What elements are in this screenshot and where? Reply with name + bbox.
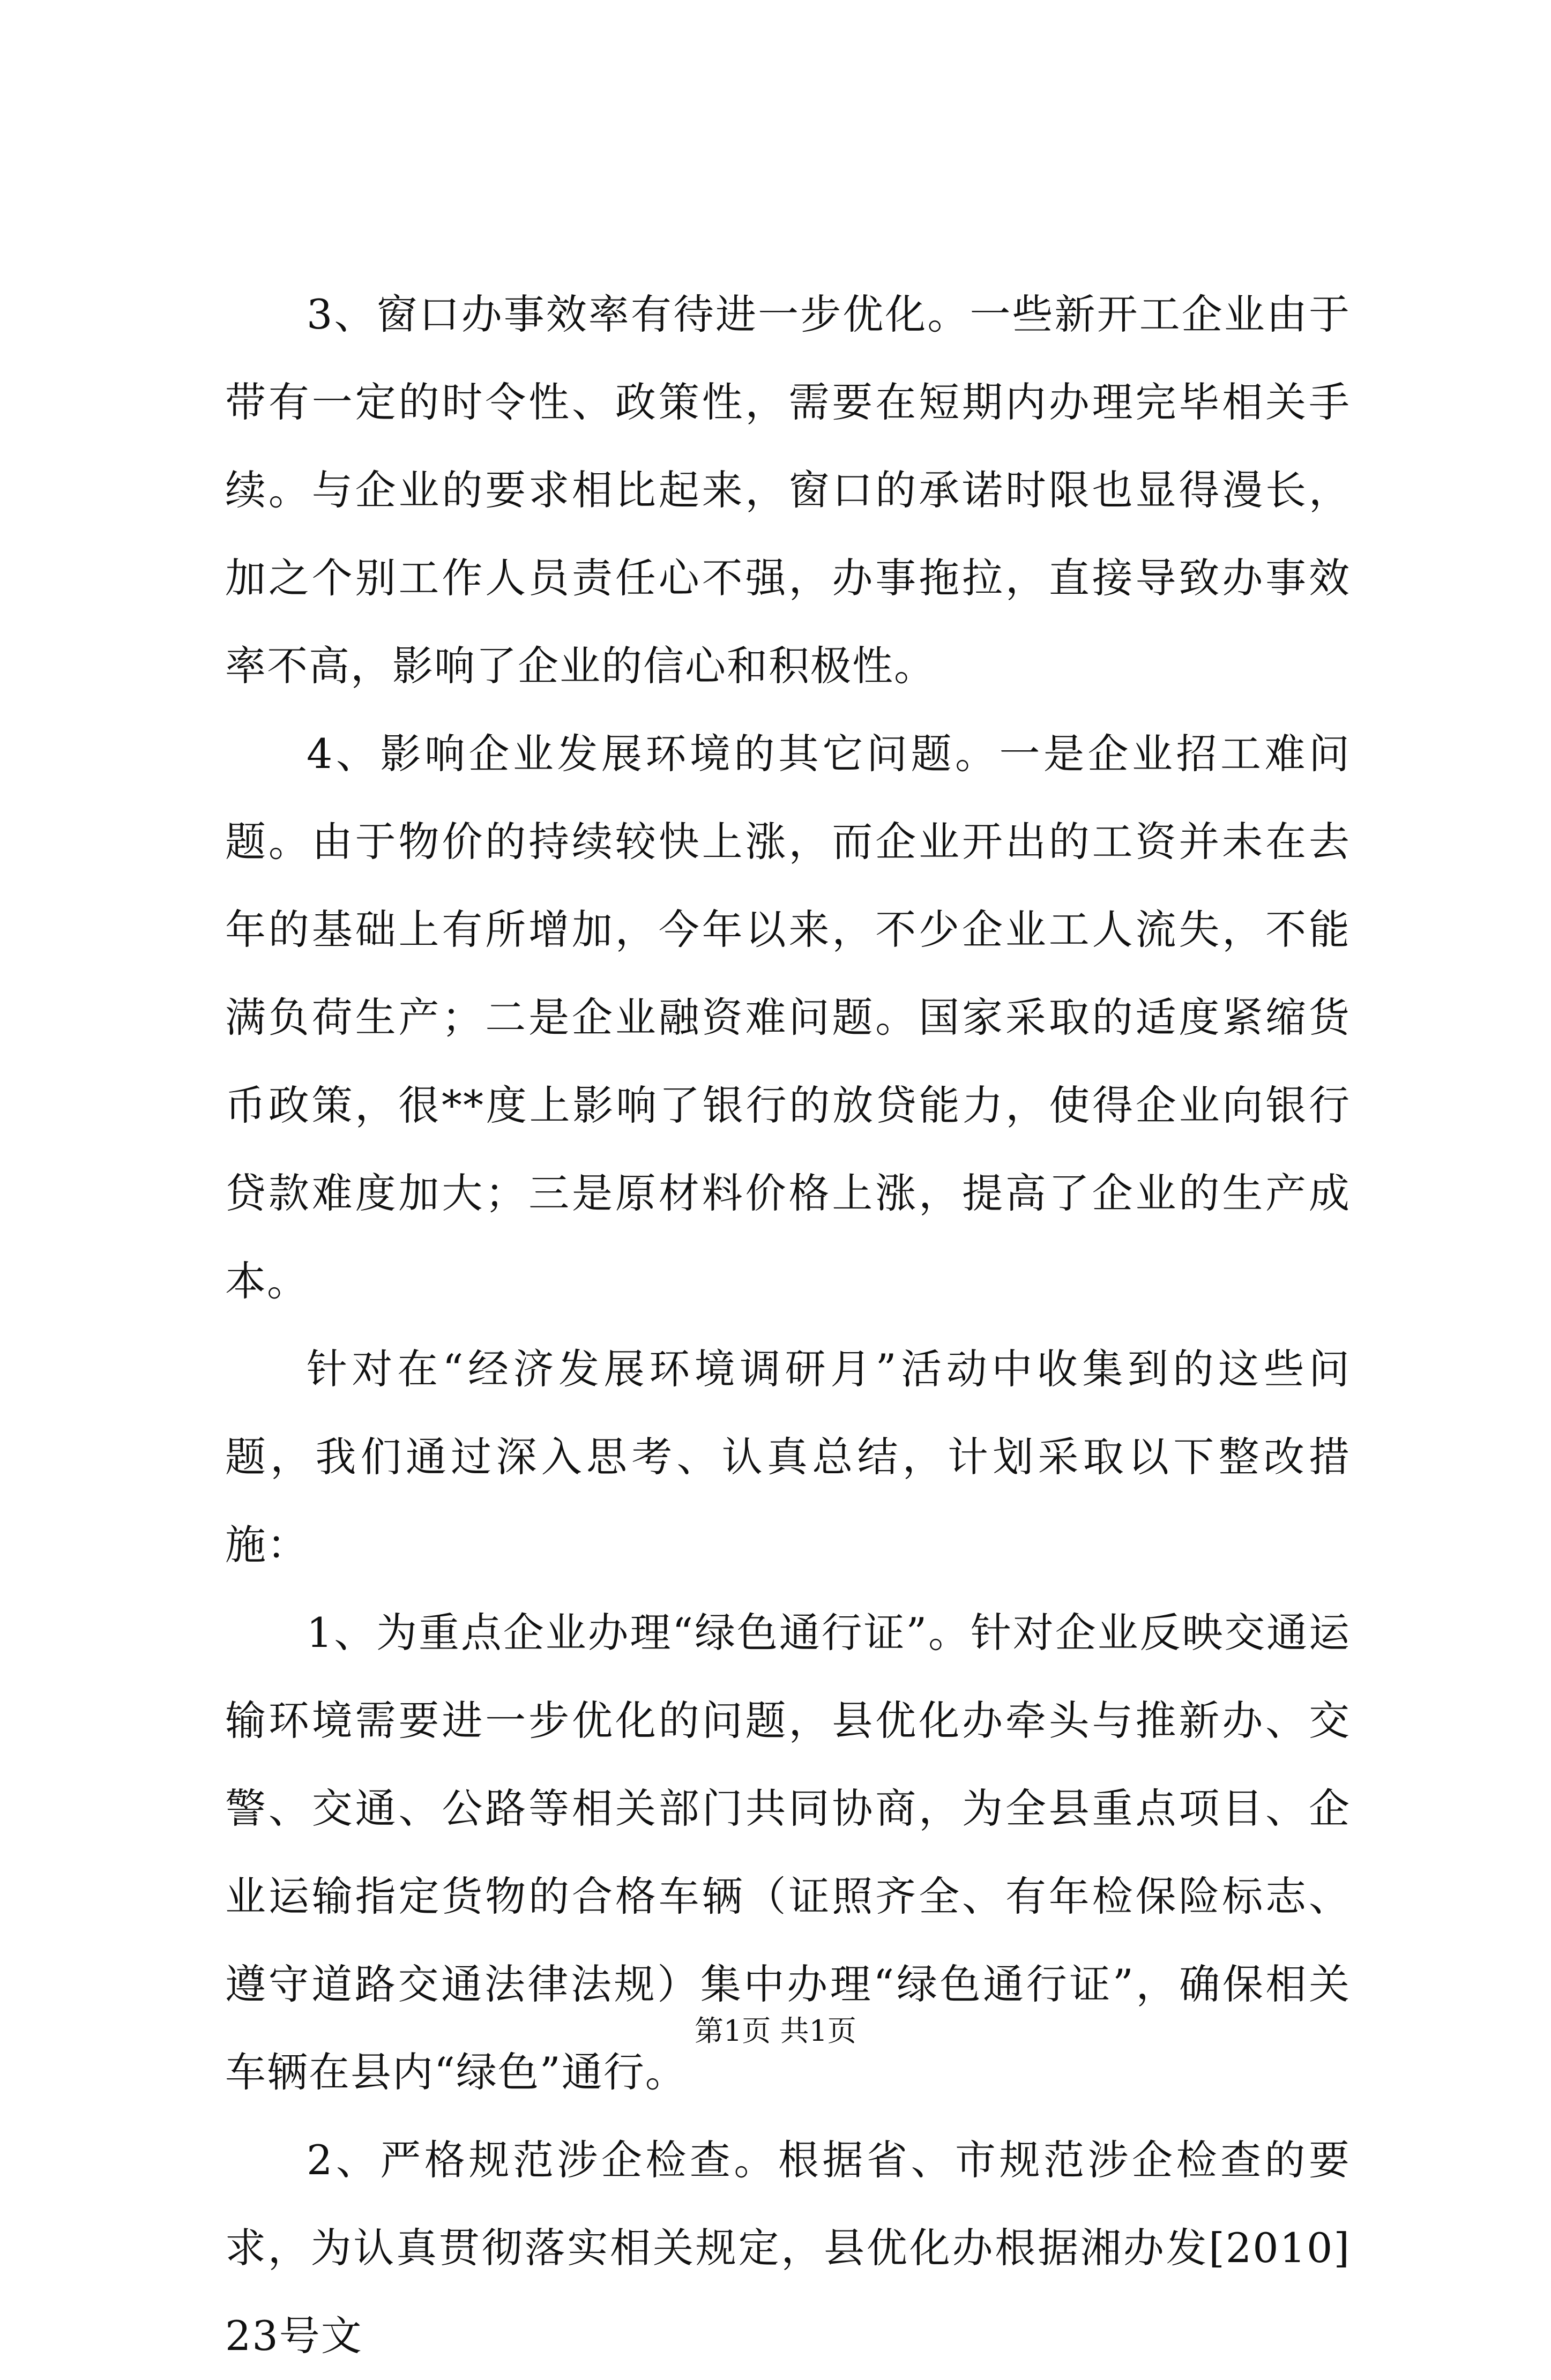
paragraph-window-efficiency: 3、窗口办事效率有待进一步优化。一些新开工企业由于带有一定的时令性、政策性，需要在短期内办理完毕相关手续。与企业的要求相比起来，窗口的承诺时限也显得漫长，加之个别工作人员责任心不强，办事拖拉，直接导致办事效率不高，影响了企业的信心和积极性。 xyxy=(225,290,1351,690)
paragraph-inspection-rules: 2、严格规范涉企检查。根据省、市规范涉企检查的要求，为认真贯彻落实相关规定，县优化办根据湘办发[2010]23号文 xyxy=(225,2136,1351,2360)
document-body xyxy=(225,271,1351,2380)
page-number-footer: 第1页 共1页 xyxy=(695,2014,856,2048)
paragraph-measures-intro: 针对在“经济发展环境调研月”活动中收集到的这些问题，我们通过深入思考、认真总结，计划采取以下整改措施： xyxy=(225,1345,1351,1569)
paragraph-other-issues: 4、影响企业发展环境的其它问题。一是企业招工难问题。由于物价的持续较快上涨，而企业开出的工资并未在去年的基础上有所增加，今年以来，不少企业工人流失，不能满负荷生产；二是企业融资难问题。国家采取的适度紧缩货币政策，很**度上影响了银行的放贷能力，使得企业向银行贷款难度加大；三是原材料价格上涨，提高了企业的生产成本。 xyxy=(225,730,1351,1305)
paragraph-green-pass: 1、为重点企业办理“绿色通行证”。针对企业反映交通运输环境需要进一步优化的问题，县优化办牵头与推新办、交警、交通、公路等相关部门共同协商，为全县重点项目、企业运输指定货物的合格车辆（证照齐全、有年检保险标志、遵守道路交通法律法规）集中办理“绿色通行证”，确保相关车辆在县内“绿色”通行。 xyxy=(225,1609,1351,2096)
